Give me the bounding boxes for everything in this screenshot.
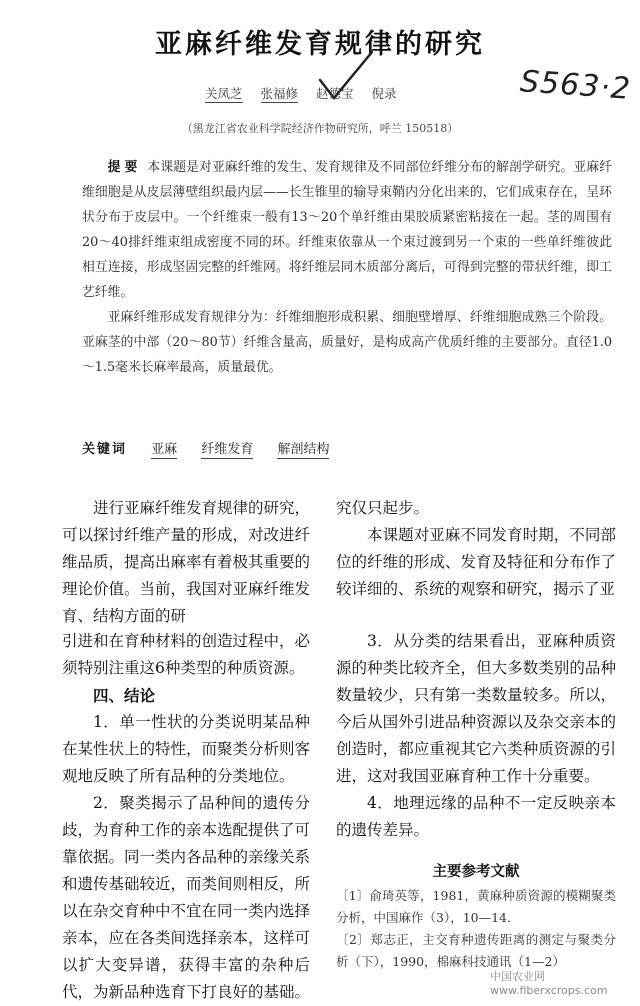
author-name: 赵德宝 <box>316 86 354 101</box>
author-name: 关凤芝 <box>205 86 243 101</box>
abstract-label: 提要 <box>107 160 142 175</box>
body-paragraph: 本课题对亚麻不同发育时期，不同部位的纤维的形成、发育及特征和分布作了较详细的、系统的观察和研究，揭示了亚 <box>336 526 616 598</box>
abstract-paragraph <box>82 155 612 305</box>
body-column-left-top <box>62 495 310 630</box>
reference-item: 〔1〕俞琦英等，1981，黄麻种质资源的模糊聚类分析，中国麻作（3），10—14． <box>336 888 616 925</box>
body-paragraph: 2．聚类揭示了品种间的遗传分歧，为育种工作的亲本选配提供了可靠依据。同一类内各品种的亲缘关系和遗传基础较近，而类间则相反，所以在杂交育种中不宜在同一类内选择亲本，应在各类间选择亲本，这样可以扩大变异谱，获得丰富的杂种后代，为新品种选育下打良好的基础。 <box>62 794 311 1001</box>
keyword: 解剖结构 <box>277 442 330 457</box>
abstract-text: 本课题是对亚麻纤维的发生、发育规律及不同部位纤维分布的解剖学研究。亚麻纤维细胞是从皮层薄壁组织最内层——长生锥里的输导束鞘内分化出来的，它们成束存在，呈环状分布于皮层中。一个纤维束一般有13～20个单纤维由果胶质紧密粘接在一起。茎的周围有20～40排纤维束组成密度不同的环。纤维束依靠从一个束过渡到另一个束的一些单纤维彼此相互连接，形成坚固完整的纤维网。将纤维层同木质部分离后，可得到完整的带状纤维，即工艺纤维。 <box>82 160 613 300</box>
keyword: 亚麻 <box>151 442 178 457</box>
handwritten-call-number: S563·2 <box>518 64 633 107</box>
keywords-line <box>82 438 602 457</box>
keyword: 纤维发育 <box>201 442 254 457</box>
abstract-paragraph: 亚麻纤维形成发育规律分为：纤维细胞形成积累、细胞壁增厚、纤维细胞成熟三个阶段。亚麻茎的中部（20～80节）纤维含量高，质量好，是构成高产优质纤维的主要部分。直径1.0～1.5毫米长麻率最高，质量最优。 <box>82 310 612 375</box>
site-watermark: 中国农业网 www.fiberxcrops.com <box>490 970 608 997</box>
abstract-section <box>82 155 612 380</box>
author-affiliation: （黑龙江省农业科学院经济作物研究所，呼兰 150518） <box>181 122 459 135</box>
body-paragraph: 引进和在育种材料的创造过程中，必须特别注重这6种类型的种质资源。 <box>62 632 311 677</box>
section-heading: 四、结论 <box>93 686 156 705</box>
body-column-right-bottom <box>336 628 616 973</box>
body-column-left-bottom <box>62 628 310 1006</box>
author-name: 倪录 <box>371 86 397 101</box>
body-paragraph: 进行亚麻纤维发育规律的研究，可以探讨纤维产量的形成，对改进纤维品质，提高出麻率有着极其重要的理论价值。当前，我国对亚麻纤维发育、结构方面的研 <box>62 499 311 625</box>
references-heading: 主要参考文献 <box>432 863 520 880</box>
author-list <box>205 84 465 102</box>
reference-item: 〔2〕郑志正，主交育种遗传距离的测定与聚类分析（下），1990，棉麻科技通讯（1—2） <box>336 932 616 969</box>
body-column-right-top <box>336 495 616 603</box>
author-name: 张福修 <box>260 86 299 101</box>
body-paragraph: 3．从分类的结果看出，亚麻种质资源的种类比较齐全，但大多数类别的品种数量较少，只有第一类数量较多。所以，今后从国外引进品种资源以及杂交亲本的创造时，都应重视其它六类种质资源的引进，这对我国亚麻育种工作十分重要。 <box>336 632 616 785</box>
paper-title: 亚麻纤维发育规律的研究 <box>155 29 485 60</box>
keywords-label: 关键词 <box>82 442 128 457</box>
body-paragraph: 4．地理远缘的品种不一定反映亲本的遗传差异。 <box>336 794 616 839</box>
body-paragraph: 1．单一性状的分类说明某品种在某性状上的特性，而聚类分析则客观地反映了所有品种的分类地位。 <box>62 713 311 785</box>
body-paragraph: 究仅只起步。 <box>336 499 430 517</box>
